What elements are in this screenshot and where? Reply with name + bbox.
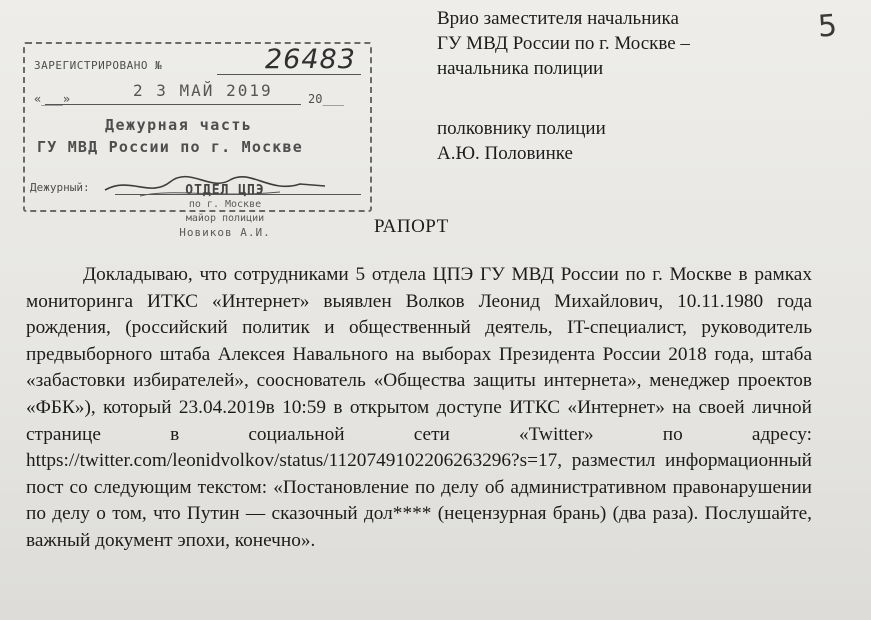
officer-signature-block [125, 184, 325, 240]
stamp-date-suffix: 20___ [308, 92, 345, 106]
addressee-line-2: ГУ МВД России по г. Москве – [437, 33, 690, 54]
stamp-department: ГУ МВД России по г. Москве [37, 138, 303, 156]
stamp-date-prefix: «___» [34, 92, 71, 106]
stamp-registered-label: ЗАРЕГИСТРИРОВАНО № [34, 59, 163, 72]
signature-rank: майор полиции [185, 213, 265, 224]
signature-name: Новиков А.И. [179, 226, 271, 239]
report-body [26, 262, 812, 555]
addressee-block [437, 6, 690, 166]
stamp-registration-number: 26483 [265, 44, 356, 75]
addressee-line-1: Врио заместителя начальника [437, 8, 679, 29]
document-heading: РАПОРТ [374, 216, 449, 237]
report-paragraph: Докладываю, что сотрудниками 5 отдела ЦПЭ ГУ МВД России по г. Москве в рамках мониторинга ИТКС «Интернет» выявлен Волков Леонид Михайлович, 10.11.1980 года рождения, (российский политик и общественный деятель, IT-специалист, руководитель предвыборного штаба Алексея Навального на выборах Президента России 2018 года, штаба «забастовки избирателей», сооснователь «Общества защиты интернета», менеджер проектов «ФБК»), который 23.04.2019в 10:59 в открытом доступе ИТКС «Интернет» на своей личной странице в социальной сети «Twitter» по адресу: https://twitter.com/leonidvolkov/status/1120749102206263296?s=17, разместил информационный пост со следующим текстом: «Постановление по делу об административном правонарушении по делу о том, что Путин — сказочный дол**** (нецензурная брань) (два раза). Послушайте, важный документ эпохи, конечно». [26, 264, 812, 551]
signature-city: по г. Москве [188, 199, 262, 210]
stamp-date: 2 3 МАЙ 2019 [133, 81, 273, 100]
stamp-office: Дежурная часть [105, 116, 253, 134]
signature-department: ОТДЕЛ ЦПЭ [185, 183, 265, 198]
stamp-date-underline [45, 104, 301, 105]
handwritten-page-number: 5 [816, 8, 839, 45]
addressee-line-5: А.Ю. Половинке [437, 143, 573, 164]
stamp-officer-label: Дежурный: [30, 181, 90, 194]
addressee-line-4: полковнику полиции [437, 118, 606, 139]
addressee-line-3: начальника полиции [437, 58, 604, 79]
stamp-number-underline [217, 74, 361, 75]
